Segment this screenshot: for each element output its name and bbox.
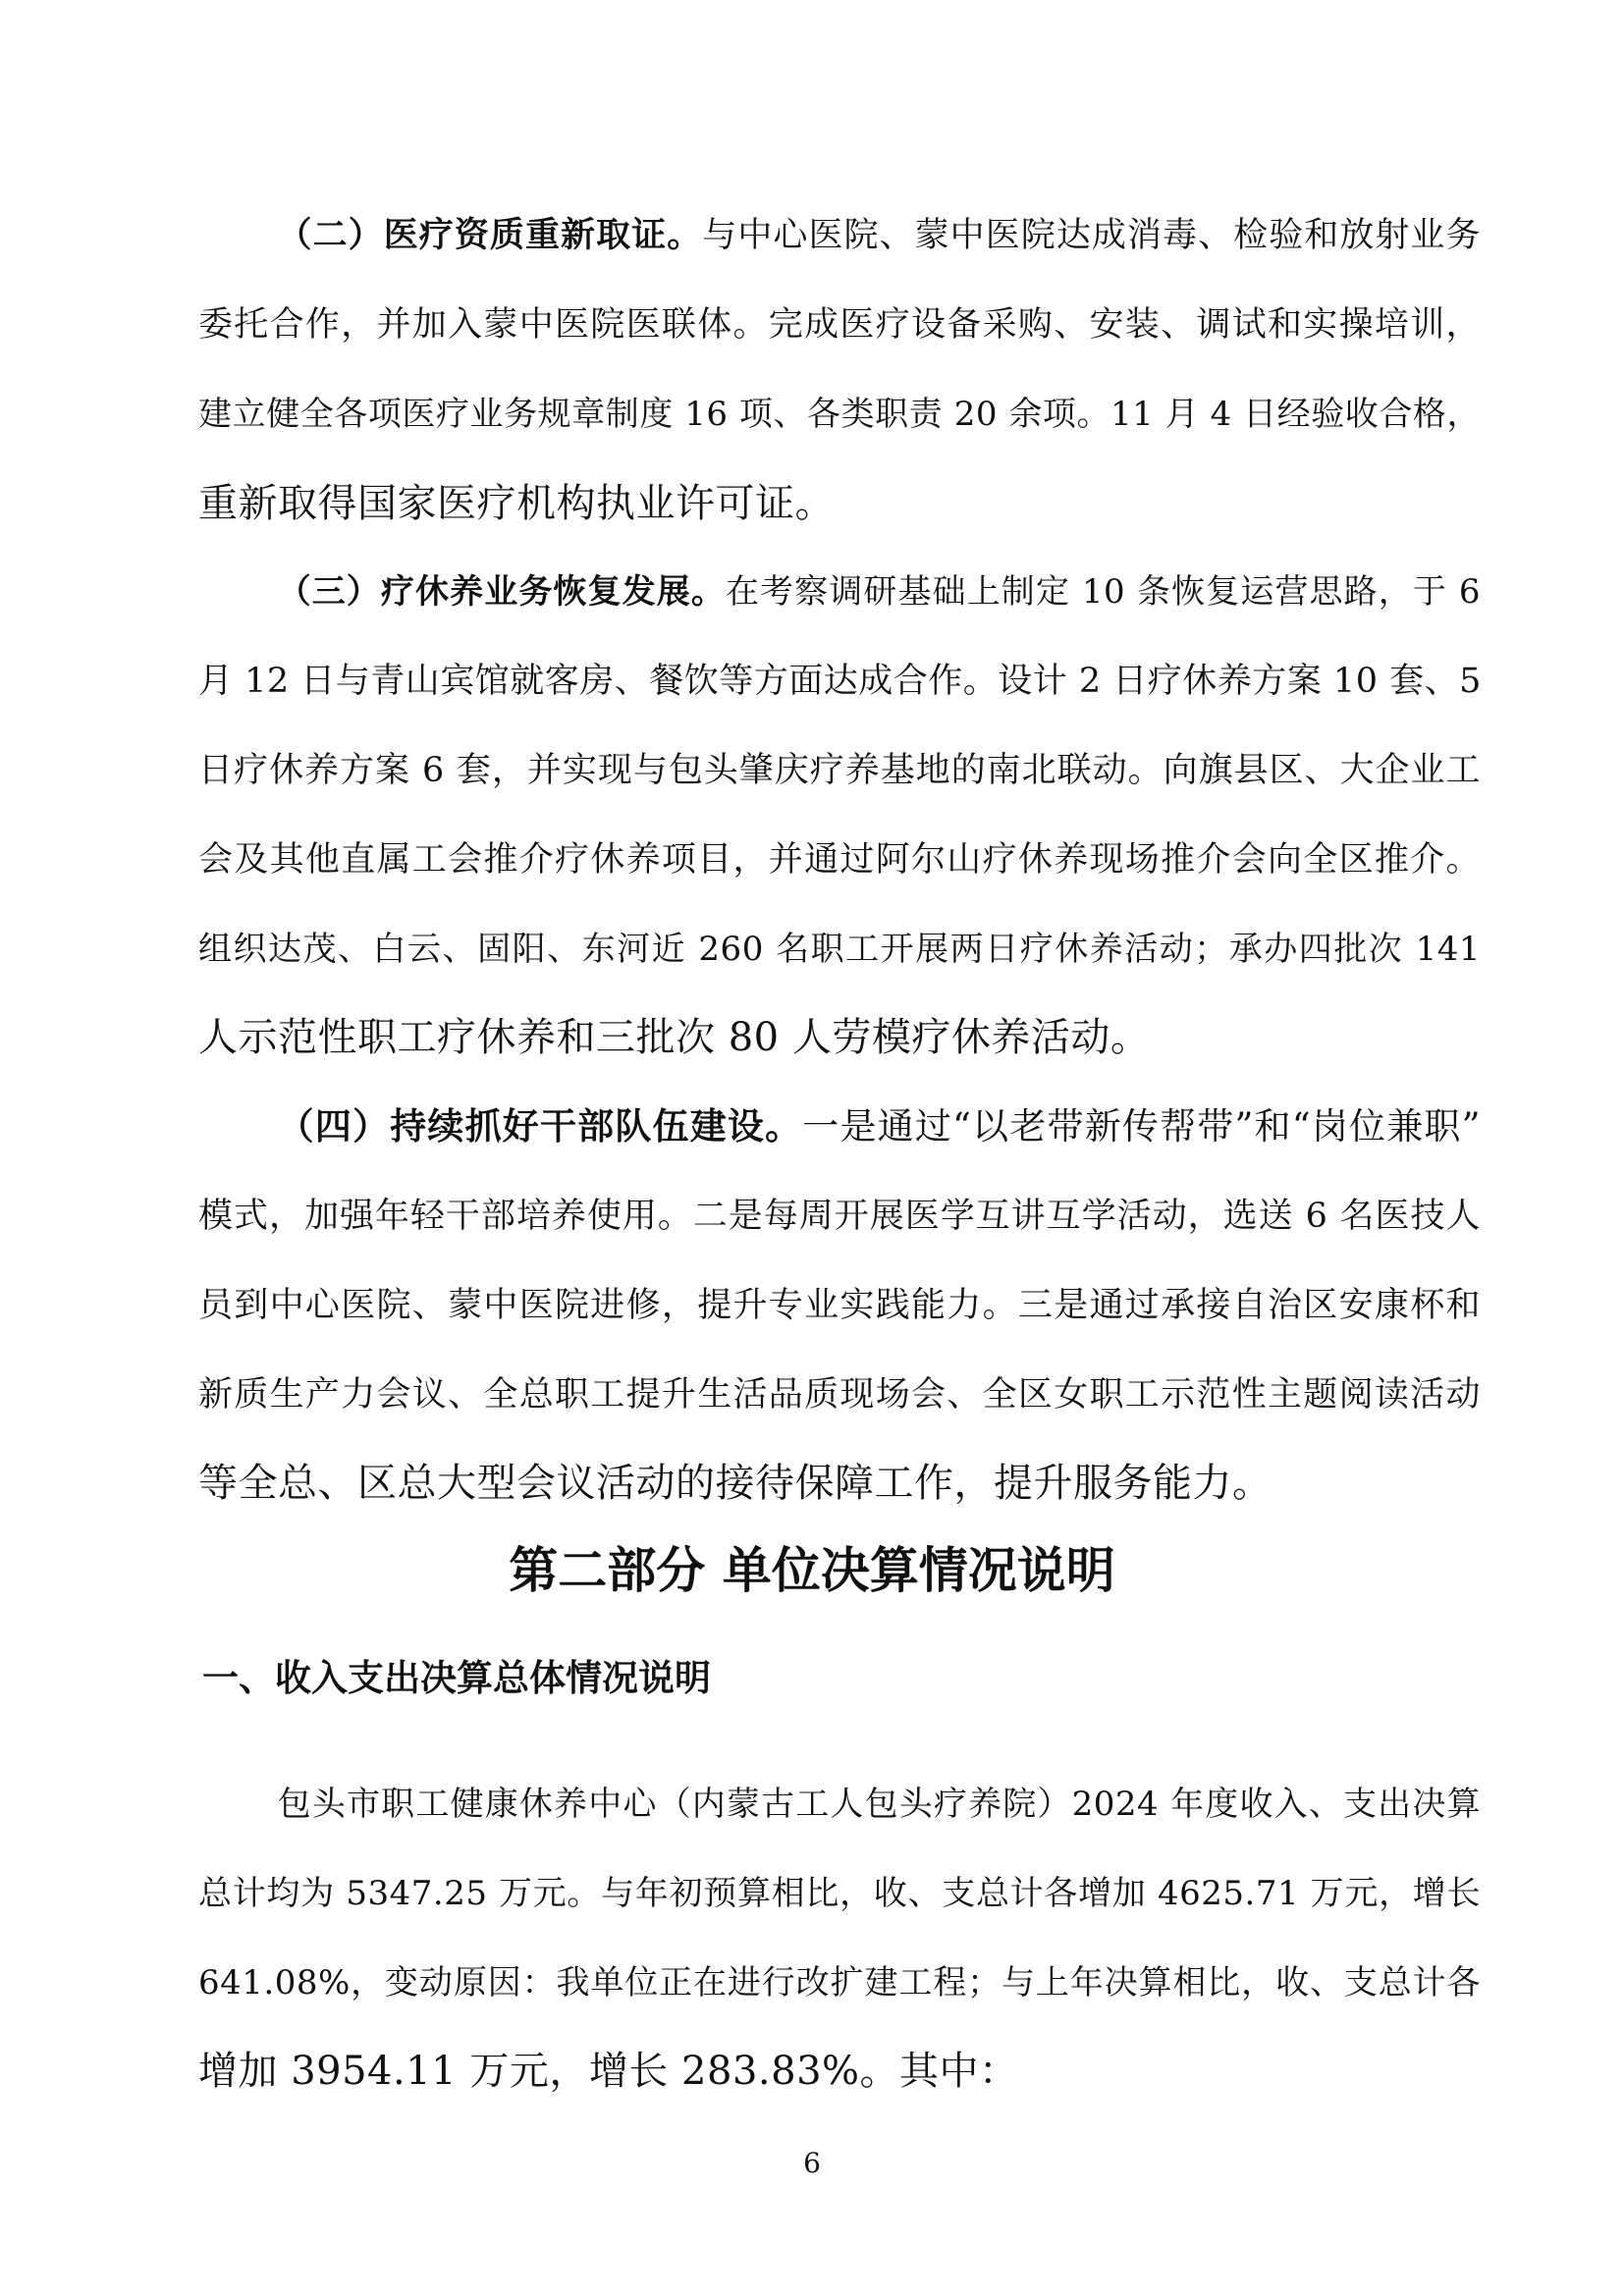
part-title: 第二部分 单位决算情况说明 (509, 1542, 1115, 1599)
subheading: 一、收入支出决算总体情况说明 (202, 1657, 711, 1699)
section-heading: （四）持续抓好干部队伍建设。 (277, 1105, 803, 1148)
page-number: 6 (803, 2147, 821, 2179)
paragraph-line: 委托合作，并加入蒙中医院医联体。完成医疗设备采购、安装、调试和实操培训， (198, 305, 1481, 345)
paragraph-line: 模式，加强年轻干部培养使用。二是每周开展医学互讲互学活动，选送 6 名医技人 (198, 1197, 1481, 1236)
section-heading: （二）医疗资质重新取证。 (277, 216, 703, 255)
paragraph-text: 包头市职工健康休养中心（内蒙古工人包头疗养院）2024 年度收入、支出决算 (277, 1785, 1481, 1824)
paragraph-line: 新质生产力会议、全总职工提升生活品质现场会、全区女职工示范性主题阅读活动 (198, 1375, 1481, 1415)
paragraph-line: 月 12 日与青山宾馆就客房、餐饮等方面达成合作。设计 2 日疗休养方案 10 套、5 (198, 662, 1482, 701)
paragraph-text: 一是通过“以老带新传帮带”和“岗位兼职” (802, 1105, 1481, 1148)
paragraph-line: 组织达茂、白云、固阳、东河近 260 名职工开展两日疗休养活动；承办四批次 141 (198, 930, 1481, 969)
section-paragraph-line (198, 1097, 1481, 1156)
paragraph-line: 员到中心医院、蒙中医院进修，提升专业实践能力。三是通过承接自治区安康杯和 (198, 1286, 1481, 1325)
paragraph-text: 在考察调研基础上制定 10 条恢复运营思路，于 6 (725, 572, 1481, 612)
paragraph-line: 建立健全各项医疗业务规章制度 16 项、各类职责 20 余项。11 月 4 日经验收合格， (198, 395, 1481, 434)
paragraph-line: 等全总、区总大型会议活动的接待保障工作，提升服务能力。 (198, 1461, 1272, 1506)
paragraph-text: 与中心医院、蒙中医院达成消毒、检验和放射业务 (702, 216, 1481, 255)
section-paragraph-line (198, 206, 1481, 265)
paragraph-line: 日疗休养方案 6 套，并实现与包头肇庆疗养基地的南北联动。向旗县区、大企业工 (198, 751, 1481, 790)
summary-line: 641.08%，变动原因：我单位正在进行改扩建工程；与上年决算相比，收、支总计各 (198, 1963, 1481, 2002)
section-paragraph-line (198, 562, 1481, 621)
summary-line (198, 1775, 1481, 1834)
section-heading: （三）疗休养业务恢复发展。 (277, 572, 726, 612)
summary-line: 总计均为 5347.25 万元。与年初预算相比，收、支总计各增加 4625.71 万元，增长 (198, 1874, 1481, 1913)
paragraph-line: 重新取得国家医疗机构执业许可证。 (198, 481, 835, 526)
paragraph-line: 会及其他直属工会推介疗休养项目，并通过阿尔山疗休养现场推介会向全区推介。 (198, 840, 1481, 880)
summary-line: 增加 3954.11 万元，增长 283.83%。其中： (198, 2049, 1019, 2094)
paragraph-line: 人示范性职工疗休养和三批次 80 人劳模疗休养活动。 (198, 1015, 1151, 1060)
